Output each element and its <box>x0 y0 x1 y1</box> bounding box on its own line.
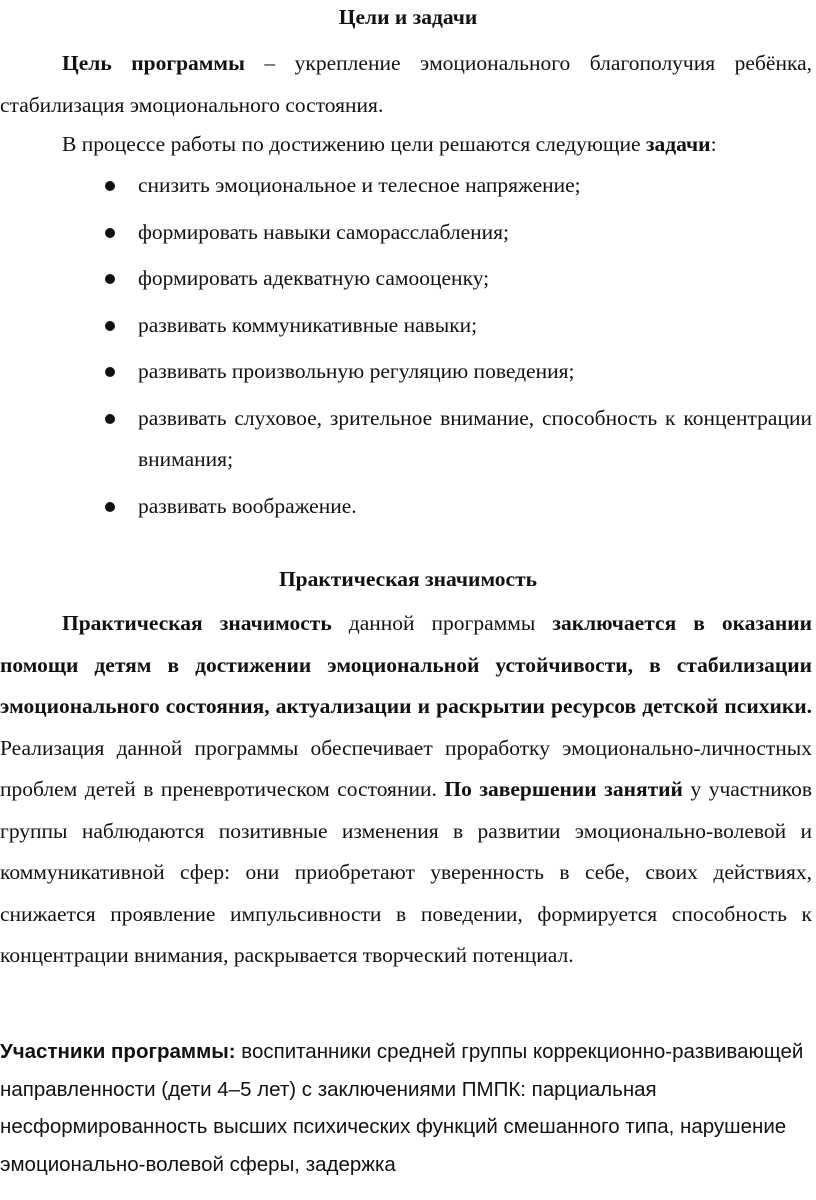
participants-text: воспитанники средней группы коррекционно-развивающей направленности (дети 4–5 лет) с заключениями ПМПК: парциальная несформированность высших психических функций смешанного типа, нарушение эмоционально-волевой сферы, задержка <box>0 1040 804 1176</box>
task-text: развивать произвольную регуляцию поведения; <box>138 359 575 383</box>
practical-text-2: Реализация данной программы обеспечивает проработку эмоционально-личностных проблем детей в преневротическом состоянии. <box>0 735 812 801</box>
goal-label: Цель программы <box>62 51 245 75</box>
bullet-icon <box>105 414 115 424</box>
practical-text-3: у участников группы наблюдаются позитивные изменения в развитии эмоционально-волевой и коммуникативной сфер: они приобретают уверенность в себе, своих действиях, снижается проявление импульсивности в поведении, формируется способность к концентрации внимания, раскрывается творческий потенциал. <box>0 777 813 967</box>
bullet-icon <box>105 181 115 191</box>
bullet-icon <box>105 502 115 512</box>
list-item <box>0 486 812 528</box>
tasks-intro-bold: задачи <box>645 132 711 156</box>
task-text: развивать слуховое, зрительное внимание, способность к концентрации внимания; <box>138 405 812 471</box>
task-text: снизить эмоциональное и телесное напряжение; <box>138 173 581 197</box>
list-item <box>0 351 812 393</box>
practical-bold-1: Практическая значимость <box>62 611 332 635</box>
practical-text-1: данной программы <box>331 611 553 635</box>
task-text: формировать адекватную самооценку; <box>138 266 490 290</box>
goal-paragraph <box>0 43 812 126</box>
tasks-intro-tail: : <box>710 132 717 156</box>
practical-bold-3: По завершении занятий <box>444 777 683 801</box>
participants-paragraph <box>0 1033 812 1183</box>
page-title: Цели и задачи <box>338 5 478 29</box>
task-text: развивать воображение. <box>138 493 357 518</box>
list-item <box>0 398 812 481</box>
task-text: формировать навыки саморасслабления; <box>138 219 510 244</box>
list-item <box>0 165 812 207</box>
tasks-list <box>0 165 816 527</box>
bullet-icon <box>105 321 115 331</box>
list-item <box>0 258 812 300</box>
list-item <box>0 305 812 347</box>
participants-label: Участники программы: <box>0 1040 236 1063</box>
task-text: развивать коммуникативные навыки; <box>138 312 478 337</box>
practical-bold-2: заключается в оказании помощи детям в достижении эмоциональной устойчивости, в стабилизации эмоционального состояния, актуализации и раскрытии ресурсов детской психики. <box>0 611 812 718</box>
bullet-icon <box>105 228 115 238</box>
tasks-intro <box>0 124 812 166</box>
bullet-icon <box>105 274 115 284</box>
section-heading-practical: Практическая значимость <box>278 567 538 591</box>
practical-paragraph <box>0 603 812 977</box>
tasks-intro-text: В процессе работы по достижению цели решаются следующие <box>62 132 646 156</box>
list-item <box>0 212 812 254</box>
goal-text: – укрепление эмоционального благополучия ребёнка, стабилизация эмоционального состояния. <box>0 51 812 117</box>
bullet-icon <box>105 367 115 377</box>
